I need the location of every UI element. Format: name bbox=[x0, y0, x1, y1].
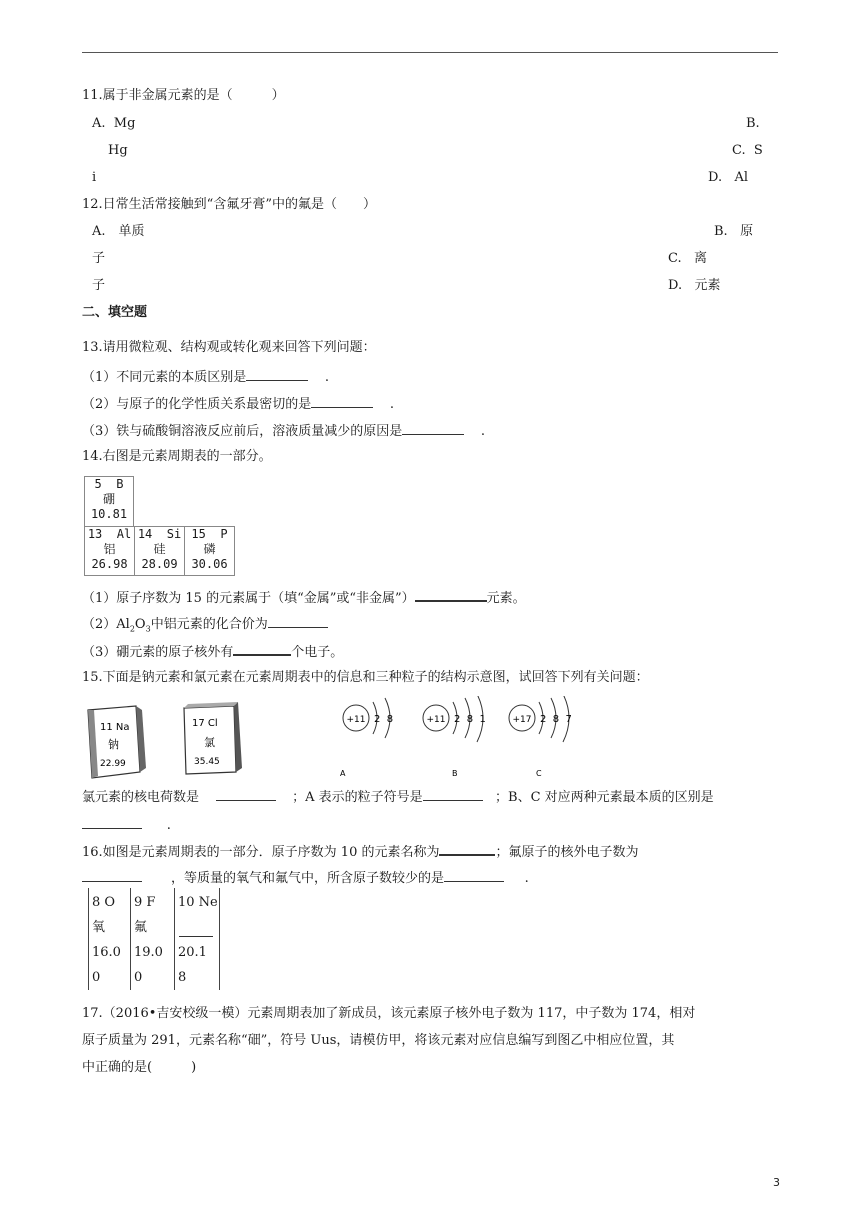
svg-text:2 8 1: 2 8 1 bbox=[454, 714, 486, 725]
q11-option-d: D. Al bbox=[708, 170, 749, 185]
q15-line1: 氯元素的核电荷数是 ；A 表示的粒子符号是 ；B、C 对应两种元素最本质的区别是 bbox=[82, 787, 714, 807]
q11-option-c: C. S bbox=[732, 143, 763, 158]
q14-part1: （1）原子序数为 15 的元素属于（填“金属”或“非金属”） 元素。 bbox=[82, 587, 526, 608]
q13-part1: （1）不同元素的本质区别是 . bbox=[82, 367, 329, 387]
sodium-tile bbox=[88, 706, 146, 778]
q16-line2: ，等质量的氧气和氟气中，所含原子数较少的是 . bbox=[82, 868, 529, 888]
section-title: 二、填空题 bbox=[82, 305, 148, 320]
atom-diagram-b bbox=[423, 696, 486, 778]
q13-stem: 13.请用微粒观、结构观或转化观来回答下列问题： bbox=[82, 340, 376, 355]
q11-option-a: A. Mg bbox=[92, 116, 136, 131]
atom-diagram-c bbox=[509, 696, 572, 778]
svg-text:B: B bbox=[452, 769, 458, 778]
q17-line1: 17.（2016•吉安校级一模）元素周期表加了新成员，该元素原子核外电子数为 117，中子数为 174，相对 bbox=[82, 1006, 696, 1021]
q14-part2: $(2)Al_2O_3$中铝元素的化合价为 bbox=[82, 614, 328, 639]
cl-number-symbol: 17 Cl bbox=[192, 718, 218, 729]
element-cell-aluminum: 13 Al 铝 26.98 bbox=[84, 526, 135, 576]
q15-stem: 15.下面是钠元素和氯元素在元素周期表中的信息和三种粒子的结构示意图，试回答下列有关问题： bbox=[82, 670, 649, 685]
element-cell-phosphorus: 15 P 磷 30.06 bbox=[184, 526, 235, 576]
q11-option-b-value: Hg bbox=[108, 143, 128, 158]
q12-option-b: B. 原 bbox=[714, 224, 754, 239]
atom-diagram-a bbox=[340, 698, 393, 778]
q12-stem: 12.日常生活常接触到“含氟牙膏”中的氟是（ ） bbox=[82, 197, 376, 212]
element-cell-boron: 5 B 硼 10.81 bbox=[84, 476, 134, 527]
q14-stem: 14.右图是元素周期表的一部分。 bbox=[82, 449, 272, 464]
q11-option-c-cont: i bbox=[92, 170, 97, 185]
q12-option-d: D. 元素 bbox=[668, 278, 721, 293]
q15-figure bbox=[84, 696, 604, 780]
q14-part3: （3）硼元素的原子核外有 个电子。 bbox=[82, 641, 343, 662]
svg-text:+11: +11 bbox=[346, 715, 366, 725]
svg-text:+17: +17 bbox=[512, 715, 532, 725]
cl-mass: 35.45 bbox=[194, 757, 220, 767]
header-rule bbox=[82, 52, 778, 53]
svg-text:+11: +11 bbox=[426, 715, 446, 725]
element-cell-fluorine: 9 F 氟 19.0 0 bbox=[130, 888, 174, 990]
q12-option-a: A. 单质 bbox=[92, 224, 145, 239]
svg-text:C: C bbox=[536, 769, 542, 778]
q11-option-b-label: B. bbox=[746, 116, 760, 131]
q13-part3: （3）铁与硫酸铜溶液反应前后，溶液质量减少的原因是 . bbox=[82, 421, 485, 441]
page-number: 3 bbox=[773, 1176, 780, 1189]
element-cell-silicon: 14 Si 硅 28.09 bbox=[134, 526, 185, 576]
q12-option-c: C. 离 bbox=[668, 251, 708, 266]
svg-text:2 8 7: 2 8 7 bbox=[540, 714, 572, 725]
q15-line2: . bbox=[82, 815, 171, 835]
na-name: 钠 bbox=[108, 738, 119, 751]
q17-line2: 原子质量为 291，元素名称“鿬”，符号 Uus，请模仿甲，将该元素对应信息编写到图乙中相应位置，其 bbox=[82, 1033, 675, 1048]
q12-option-b-cont: 子 bbox=[92, 251, 106, 266]
cl-name: 氯 bbox=[204, 736, 215, 749]
q13-part2: （2）与原子的化学性质关系最密切的是 . bbox=[82, 394, 394, 414]
svg-text:A: A bbox=[340, 769, 346, 778]
svg-text:2 8: 2 8 bbox=[374, 714, 394, 725]
na-mass: 22.99 bbox=[100, 759, 126, 769]
element-cell-neon: 10 Ne 20.1 8 bbox=[174, 888, 220, 990]
q17-line3: 中正确的是( ) bbox=[82, 1060, 197, 1075]
q16-periodic-table bbox=[88, 888, 270, 990]
chlorine-tile bbox=[184, 702, 242, 774]
na-number-symbol: 11 Na bbox=[100, 722, 130, 733]
q11-stem: 11.属于非金属元素的是（ ） bbox=[82, 88, 285, 103]
q16-line1: 16.如图是元素周期表的一部分．原子序数为 10 的元素名称为 ；氟原子的核外电子数为 bbox=[82, 841, 639, 862]
element-cell-oxygen: 8 O 氧 16.0 0 bbox=[88, 888, 130, 990]
neon-name-blank bbox=[179, 936, 213, 937]
q12-option-c-cont: 子 bbox=[92, 278, 106, 293]
